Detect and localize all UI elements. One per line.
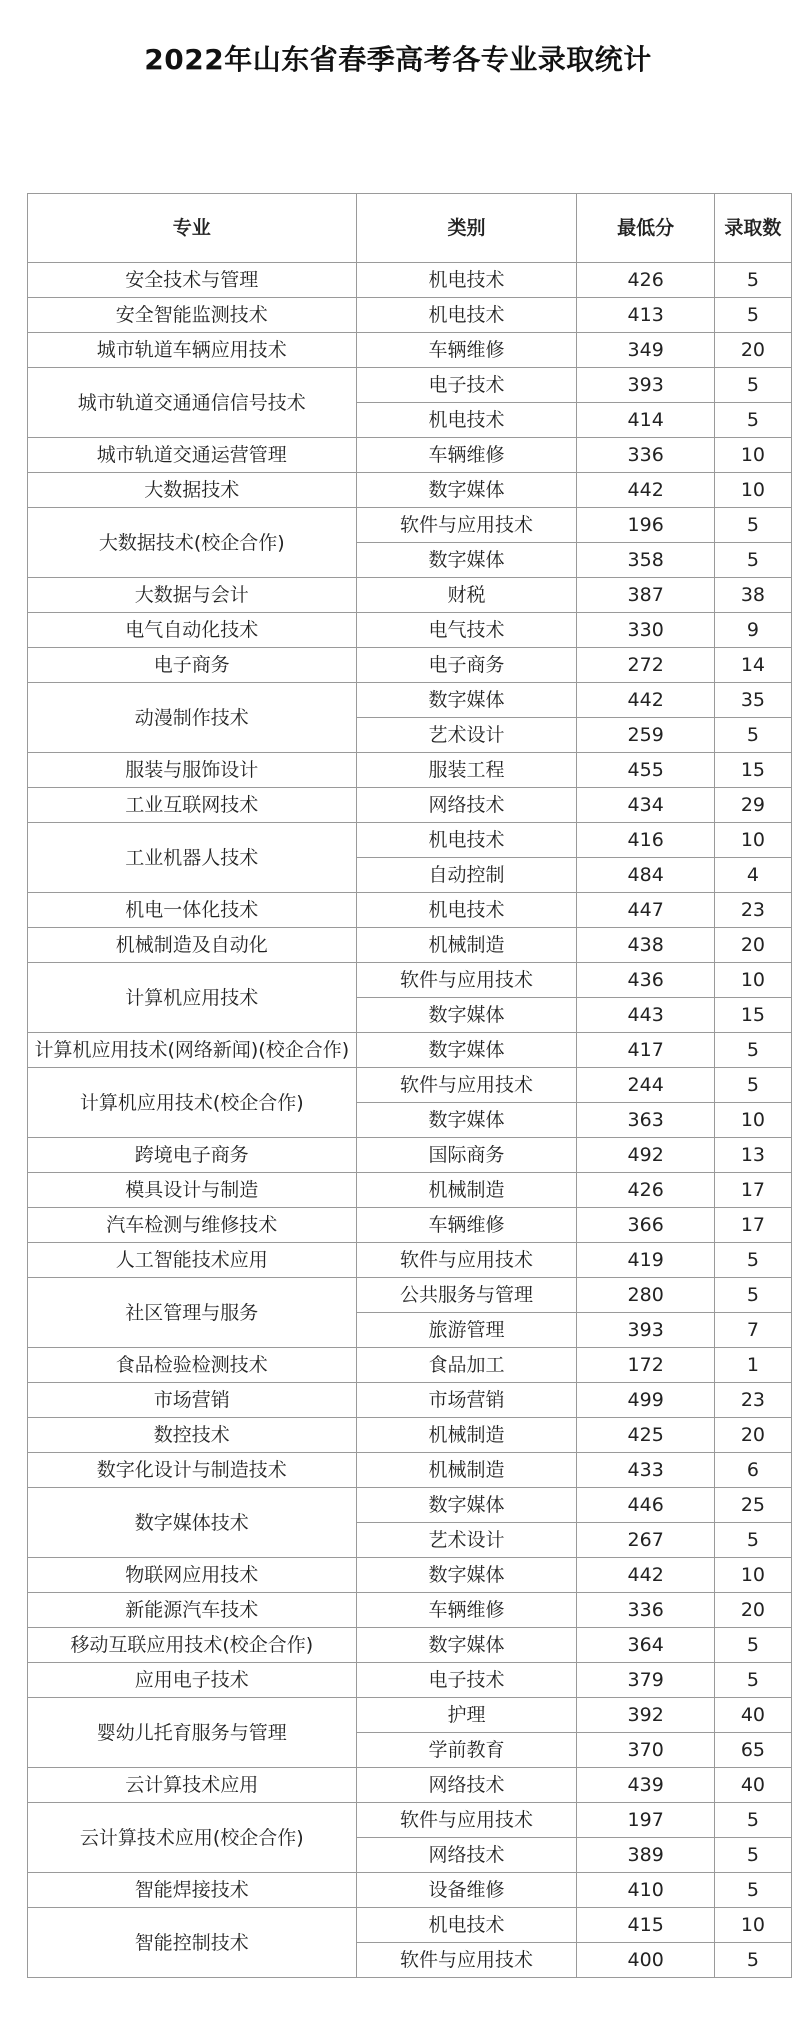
min-score-cell: 410 <box>577 1873 714 1908</box>
admitted-count-cell: 5 <box>714 1838 791 1873</box>
admitted-count-cell: 20 <box>714 1418 791 1453</box>
category-cell: 艺术设计 <box>356 1523 577 1558</box>
admitted-count-cell: 40 <box>714 1698 791 1733</box>
category-cell: 机械制造 <box>356 928 577 963</box>
table-row <box>28 263 792 298</box>
major-cell: 数字化设计与制造技术 <box>28 1453 357 1488</box>
table-row <box>28 1033 792 1068</box>
admitted-count-cell: 10 <box>714 823 791 858</box>
admitted-count-cell: 17 <box>714 1208 791 1243</box>
table-row <box>28 368 792 403</box>
admitted-count-cell: 5 <box>714 718 791 753</box>
min-score-cell: 370 <box>577 1733 714 1768</box>
major-cell: 安全智能监测技术 <box>28 298 357 333</box>
admitted-count-cell: 5 <box>714 1243 791 1278</box>
category-cell: 车辆维修 <box>356 1208 577 1243</box>
table-row <box>28 823 792 858</box>
admitted-count-cell: 35 <box>714 683 791 718</box>
table-row <box>28 1208 792 1243</box>
category-cell: 软件与应用技术 <box>356 1243 577 1278</box>
table-row <box>28 1243 792 1278</box>
admitted-count-cell: 10 <box>714 473 791 508</box>
major-cell: 安全技术与管理 <box>28 263 357 298</box>
table-row <box>28 1068 792 1103</box>
category-cell: 机电技术 <box>356 1908 577 1943</box>
admitted-count-cell: 7 <box>714 1313 791 1348</box>
major-cell: 计算机应用技术 <box>28 963 357 1033</box>
major-cell: 机电一体化技术 <box>28 893 357 928</box>
major-cell: 计算机应用技术(网络新闻)(校企合作) <box>28 1033 357 1068</box>
admitted-count-cell: 5 <box>714 1803 791 1838</box>
major-cell: 计算机应用技术(校企合作) <box>28 1068 357 1138</box>
min-score-cell: 392 <box>577 1698 714 1733</box>
table-row <box>28 1138 792 1173</box>
major-cell: 模具设计与制造 <box>28 1173 357 1208</box>
category-cell: 电气技术 <box>356 613 577 648</box>
major-cell: 社区管理与服务 <box>28 1278 357 1348</box>
min-score-cell: 379 <box>577 1663 714 1698</box>
category-cell: 服装工程 <box>356 753 577 788</box>
min-score-cell: 349 <box>577 333 714 368</box>
min-score-cell: 447 <box>577 893 714 928</box>
admitted-count-cell: 4 <box>714 858 791 893</box>
category-cell: 数字媒体 <box>356 1488 577 1523</box>
min-score-cell: 358 <box>577 543 714 578</box>
major-cell: 云计算技术应用 <box>28 1768 357 1803</box>
admitted-count-cell: 10 <box>714 963 791 998</box>
table-row <box>28 1593 792 1628</box>
major-cell: 大数据技术 <box>28 473 357 508</box>
major-cell: 城市轨道交通运营管理 <box>28 438 357 473</box>
min-score-cell: 419 <box>577 1243 714 1278</box>
header-admitted-count: 录取数 <box>714 194 791 263</box>
category-cell: 机电技术 <box>356 263 577 298</box>
min-score-cell: 259 <box>577 718 714 753</box>
admitted-count-cell: 14 <box>714 648 791 683</box>
admitted-count-cell: 5 <box>714 508 791 543</box>
table-row <box>28 473 792 508</box>
category-cell: 数字媒体 <box>356 683 577 718</box>
table-row <box>28 1453 792 1488</box>
category-cell: 软件与应用技术 <box>356 1943 577 1978</box>
major-cell: 婴幼儿托育服务与管理 <box>28 1698 357 1768</box>
min-score-cell: 443 <box>577 998 714 1033</box>
min-score-cell: 438 <box>577 928 714 963</box>
min-score-cell: 336 <box>577 438 714 473</box>
category-cell: 市场营销 <box>356 1383 577 1418</box>
major-cell: 数字媒体技术 <box>28 1488 357 1558</box>
admitted-count-cell: 5 <box>714 298 791 333</box>
major-cell: 应用电子技术 <box>28 1663 357 1698</box>
category-cell: 网络技术 <box>356 1768 577 1803</box>
category-cell: 数字媒体 <box>356 998 577 1033</box>
table-row <box>28 613 792 648</box>
admitted-count-cell: 38 <box>714 578 791 613</box>
major-cell: 大数据技术(校企合作) <box>28 508 357 578</box>
admitted-count-cell: 65 <box>714 1733 791 1768</box>
min-score-cell: 280 <box>577 1278 714 1313</box>
admitted-count-cell: 5 <box>714 543 791 578</box>
table-row <box>28 298 792 333</box>
major-cell: 机械制造及自动化 <box>28 928 357 963</box>
min-score-cell: 416 <box>577 823 714 858</box>
category-cell: 数字媒体 <box>356 473 577 508</box>
min-score-cell: 499 <box>577 1383 714 1418</box>
admitted-count-cell: 5 <box>714 368 791 403</box>
min-score-cell: 442 <box>577 1558 714 1593</box>
major-cell: 汽车检测与维修技术 <box>28 1208 357 1243</box>
min-score-cell: 446 <box>577 1488 714 1523</box>
table-row <box>28 928 792 963</box>
min-score-cell: 426 <box>577 263 714 298</box>
min-score-cell: 442 <box>577 473 714 508</box>
admitted-count-cell: 5 <box>714 1943 791 1978</box>
min-score-cell: 330 <box>577 613 714 648</box>
category-cell: 电子技术 <box>356 368 577 403</box>
table-row <box>28 1278 792 1313</box>
min-score-cell: 172 <box>577 1348 714 1383</box>
category-cell: 数字媒体 <box>356 1628 577 1663</box>
major-cell: 电气自动化技术 <box>28 613 357 648</box>
min-score-cell: 389 <box>577 1838 714 1873</box>
min-score-cell: 196 <box>577 508 714 543</box>
category-cell: 网络技术 <box>356 788 577 823</box>
category-cell: 财税 <box>356 578 577 613</box>
admitted-count-cell: 5 <box>714 1523 791 1558</box>
min-score-cell: 197 <box>577 1803 714 1838</box>
table-row <box>28 1348 792 1383</box>
min-score-cell: 400 <box>577 1943 714 1978</box>
table-row <box>28 1768 792 1803</box>
table-row <box>28 578 792 613</box>
category-cell: 网络技术 <box>356 1838 577 1873</box>
admitted-count-cell: 10 <box>714 1103 791 1138</box>
category-cell: 软件与应用技术 <box>356 508 577 543</box>
major-cell: 动漫制作技术 <box>28 683 357 753</box>
table-row <box>28 1488 792 1523</box>
major-cell: 工业机器人技术 <box>28 823 357 893</box>
category-cell: 设备维修 <box>356 1873 577 1908</box>
min-score-cell: 433 <box>577 1453 714 1488</box>
category-cell: 学前教育 <box>356 1733 577 1768</box>
min-score-cell: 436 <box>577 963 714 998</box>
category-cell: 软件与应用技术 <box>356 963 577 998</box>
major-cell: 跨境电子商务 <box>28 1138 357 1173</box>
category-cell: 软件与应用技术 <box>356 1068 577 1103</box>
admitted-count-cell: 23 <box>714 1383 791 1418</box>
category-cell: 车辆维修 <box>356 1593 577 1628</box>
table-row <box>28 963 792 998</box>
admitted-count-cell: 5 <box>714 263 791 298</box>
admitted-count-cell: 10 <box>714 438 791 473</box>
major-cell: 电子商务 <box>28 648 357 683</box>
major-cell: 移动互联应用技术(校企合作) <box>28 1628 357 1663</box>
admitted-count-cell: 5 <box>714 403 791 438</box>
admitted-count-cell: 15 <box>714 998 791 1033</box>
major-cell: 城市轨道交通通信信号技术 <box>28 368 357 438</box>
header-min-score: 最低分 <box>577 194 714 263</box>
admitted-count-cell: 17 <box>714 1173 791 1208</box>
category-cell: 机械制造 <box>356 1173 577 1208</box>
min-score-cell: 387 <box>577 578 714 613</box>
min-score-cell: 439 <box>577 1768 714 1803</box>
major-cell: 新能源汽车技术 <box>28 1593 357 1628</box>
major-cell: 工业互联网技术 <box>28 788 357 823</box>
table-row <box>28 648 792 683</box>
min-score-cell: 393 <box>577 368 714 403</box>
category-cell: 旅游管理 <box>356 1313 577 1348</box>
admitted-count-cell: 5 <box>714 1278 791 1313</box>
table-row <box>28 1558 792 1593</box>
category-cell: 国际商务 <box>356 1138 577 1173</box>
admitted-count-cell: 20 <box>714 333 791 368</box>
min-score-cell: 393 <box>577 1313 714 1348</box>
major-cell: 数控技术 <box>28 1418 357 1453</box>
category-cell: 车辆维修 <box>356 333 577 368</box>
min-score-cell: 414 <box>577 403 714 438</box>
min-score-cell: 442 <box>577 683 714 718</box>
category-cell: 机电技术 <box>356 298 577 333</box>
min-score-cell: 363 <box>577 1103 714 1138</box>
category-cell: 车辆维修 <box>356 438 577 473</box>
admitted-count-cell: 10 <box>714 1908 791 1943</box>
table-row <box>28 1803 792 1838</box>
major-cell: 城市轨道车辆应用技术 <box>28 333 357 368</box>
major-cell: 服装与服饰设计 <box>28 753 357 788</box>
min-score-cell: 267 <box>577 1523 714 1558</box>
table-row <box>28 893 792 928</box>
category-cell: 机械制造 <box>356 1453 577 1488</box>
table-row <box>28 333 792 368</box>
category-cell: 数字媒体 <box>356 543 577 578</box>
category-cell: 机电技术 <box>356 403 577 438</box>
category-cell: 数字媒体 <box>356 1103 577 1138</box>
table-row <box>28 788 792 823</box>
admission-table <box>27 193 792 1978</box>
category-cell: 自动控制 <box>356 858 577 893</box>
major-cell: 大数据与会计 <box>28 578 357 613</box>
table-row <box>28 1698 792 1733</box>
min-score-cell: 426 <box>577 1173 714 1208</box>
table-row <box>28 1628 792 1663</box>
min-score-cell: 425 <box>577 1418 714 1453</box>
min-score-cell: 484 <box>577 858 714 893</box>
page-title: 2022年山东省春季高考各专业录取统计 <box>144 43 652 76</box>
admitted-count-cell: 20 <box>714 1593 791 1628</box>
min-score-cell: 244 <box>577 1068 714 1103</box>
category-cell: 软件与应用技术 <box>356 1803 577 1838</box>
table-row <box>28 1173 792 1208</box>
major-cell: 智能焊接技术 <box>28 1873 357 1908</box>
admitted-count-cell: 9 <box>714 613 791 648</box>
admitted-count-cell: 1 <box>714 1348 791 1383</box>
table-row <box>28 508 792 543</box>
table-row <box>28 1383 792 1418</box>
admitted-count-cell: 20 <box>714 928 791 963</box>
admitted-count-cell: 10 <box>714 1558 791 1593</box>
admitted-count-cell: 13 <box>714 1138 791 1173</box>
min-score-cell: 366 <box>577 1208 714 1243</box>
table-row <box>28 1663 792 1698</box>
category-cell: 数字媒体 <box>356 1033 577 1068</box>
major-cell: 食品检验检测技术 <box>28 1348 357 1383</box>
admitted-count-cell: 15 <box>714 753 791 788</box>
min-score-cell: 413 <box>577 298 714 333</box>
admitted-count-cell: 5 <box>714 1873 791 1908</box>
category-cell: 护理 <box>356 1698 577 1733</box>
category-cell: 电子商务 <box>356 648 577 683</box>
admitted-count-cell: 29 <box>714 788 791 823</box>
admitted-count-cell: 5 <box>714 1068 791 1103</box>
admitted-count-cell: 40 <box>714 1768 791 1803</box>
major-cell: 智能控制技术 <box>28 1908 357 1978</box>
category-cell: 电子技术 <box>356 1663 577 1698</box>
min-score-cell: 434 <box>577 788 714 823</box>
major-cell: 人工智能技术应用 <box>28 1243 357 1278</box>
category-cell: 艺术设计 <box>356 718 577 753</box>
admitted-count-cell: 23 <box>714 893 791 928</box>
category-cell: 食品加工 <box>356 1348 577 1383</box>
major-cell: 物联网应用技术 <box>28 1558 357 1593</box>
admitted-count-cell: 5 <box>714 1628 791 1663</box>
category-cell: 机电技术 <box>356 823 577 858</box>
category-cell: 数字媒体 <box>356 1558 577 1593</box>
table-row <box>28 1908 792 1943</box>
table-body <box>28 263 792 1978</box>
header-major: 专业 <box>28 194 357 263</box>
category-cell: 公共服务与管理 <box>356 1278 577 1313</box>
table-header-row <box>28 194 792 263</box>
table-row <box>28 1418 792 1453</box>
major-cell: 市场营销 <box>28 1383 357 1418</box>
admitted-count-cell: 5 <box>714 1663 791 1698</box>
min-score-cell: 364 <box>577 1628 714 1663</box>
min-score-cell: 336 <box>577 1593 714 1628</box>
min-score-cell: 415 <box>577 1908 714 1943</box>
min-score-cell: 492 <box>577 1138 714 1173</box>
major-cell: 云计算技术应用(校企合作) <box>28 1803 357 1873</box>
category-cell: 机械制造 <box>356 1418 577 1453</box>
admitted-count-cell: 6 <box>714 1453 791 1488</box>
admitted-count-cell: 25 <box>714 1488 791 1523</box>
category-cell: 机电技术 <box>356 893 577 928</box>
min-score-cell: 272 <box>577 648 714 683</box>
min-score-cell: 417 <box>577 1033 714 1068</box>
table-row <box>28 683 792 718</box>
table-row <box>28 753 792 788</box>
admitted-count-cell: 5 <box>714 1033 791 1068</box>
header-category: 类别 <box>356 194 577 263</box>
min-score-cell: 455 <box>577 753 714 788</box>
table-row <box>28 1873 792 1908</box>
table-row <box>28 438 792 473</box>
